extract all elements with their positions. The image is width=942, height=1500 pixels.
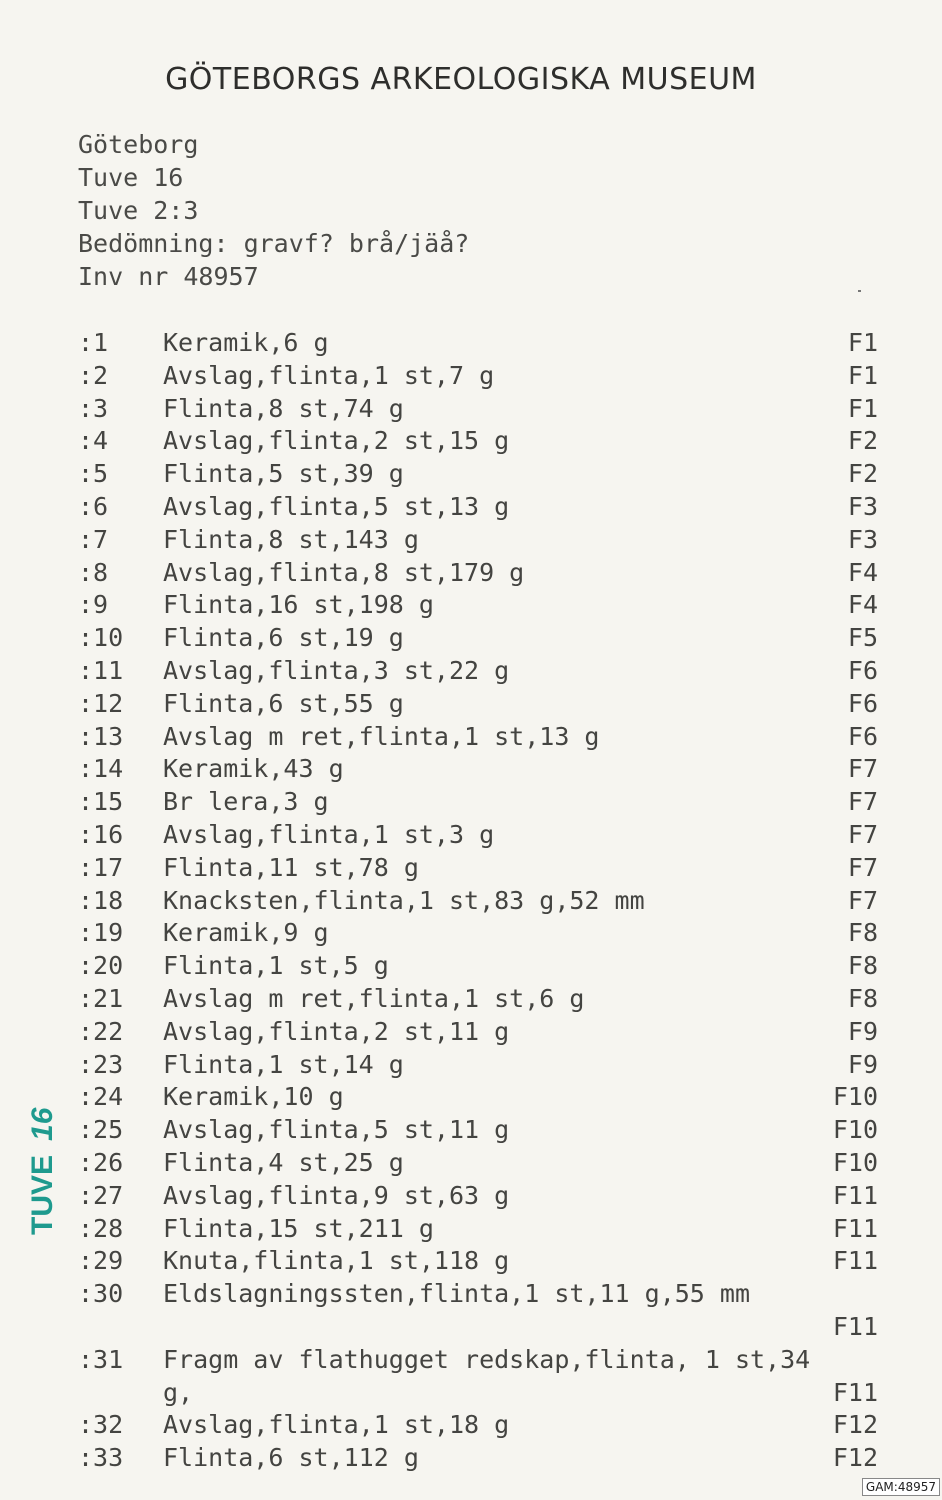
item-context-code: F8 (847, 951, 878, 981)
site-stamp (22, 1080, 62, 1240)
item-description: Flinta,5 st,39 g (163, 459, 404, 489)
item-description: Knuta,flinta,1 st,118 g (163, 1246, 510, 1276)
header-line-assessment: Bedömning: gravf? brå/jäå? (78, 229, 470, 258)
item-description: Avslag m ret,flinta,1 st,13 g (163, 721, 600, 751)
item-description: Flinta,8 st,143 g (163, 524, 419, 554)
list-item (78, 1409, 878, 1442)
item-number: :2 (78, 360, 109, 390)
item-number: :22 (78, 1016, 124, 1046)
list-item (78, 753, 878, 786)
item-number: :3 (78, 393, 109, 423)
item-context-code: F10 (832, 1147, 878, 1177)
ink-speck (858, 290, 861, 292)
item-context-code: F3 (847, 491, 878, 521)
stamp-word: TUVE (26, 1154, 59, 1235)
item-context-code: F6 (847, 655, 878, 685)
header-line-inventory: Inv nr 48957 (78, 262, 259, 291)
museum-title: GÖTEBORGS ARKEOLOGISKA MUSEUM (165, 62, 757, 97)
item-number: :9 (78, 590, 109, 620)
item-context-code: F1 (847, 360, 878, 390)
stamp-number: 16 (26, 1107, 59, 1141)
item-context-code: F7 (847, 787, 878, 817)
item-context-code: F11 (832, 1246, 878, 1276)
item-context-code: F9 (847, 1016, 878, 1046)
item-context-code: F5 (847, 623, 878, 653)
list-item (78, 1442, 878, 1475)
item-number: :14 (78, 754, 124, 784)
item-number: :18 (78, 885, 124, 915)
item-number: :6 (78, 491, 109, 521)
list-item (78, 622, 878, 655)
item-context-code: F10 (832, 1082, 878, 1112)
list-item (78, 1245, 878, 1278)
item-context-code: F10 (832, 1115, 878, 1145)
item-description: Flinta,4 st,25 g (163, 1147, 404, 1177)
item-context-code: F9 (847, 1049, 878, 1079)
item-description: Avslag,flinta,1 st,7 g (163, 360, 495, 390)
item-context-code: F11 (832, 1311, 878, 1341)
item-number: :21 (78, 983, 124, 1013)
item-context-code: F4 (847, 557, 878, 587)
item-number: :27 (78, 1180, 124, 1210)
header-line-city: Göteborg (78, 130, 199, 159)
list-item (78, 1213, 878, 1246)
item-number: :11 (78, 655, 124, 685)
item-number: :30 (78, 1279, 124, 1309)
list-item (78, 1344, 878, 1410)
list-item (78, 524, 878, 557)
item-description: Avslag,flinta,3 st,22 g (163, 655, 510, 685)
item-number: :29 (78, 1246, 124, 1276)
item-description: Avslag,flinta,1 st,18 g (163, 1410, 510, 1440)
item-context-code: F3 (847, 524, 878, 554)
item-number: :24 (78, 1082, 124, 1112)
item-context-code: F11 (832, 1213, 878, 1243)
item-number: :20 (78, 951, 124, 981)
card-header (78, 128, 469, 293)
list-item (78, 983, 878, 1016)
item-context-code: F12 (832, 1410, 878, 1440)
list-item (78, 786, 878, 819)
list-item (78, 327, 878, 360)
list-item (78, 1049, 878, 1082)
item-description: Flinta,1 st,14 g (163, 1049, 404, 1079)
item-description: Keramik,10 g (163, 1082, 344, 1112)
list-item (78, 458, 878, 491)
item-description: Avslag,flinta,9 st,63 g (163, 1180, 510, 1210)
item-number: :32 (78, 1410, 124, 1440)
item-context-code: F6 (847, 688, 878, 718)
item-description: Flinta,6 st,112 g (163, 1443, 419, 1473)
item-number: :1 (78, 328, 109, 357)
item-number: :4 (78, 426, 109, 456)
list-item (78, 852, 878, 885)
item-context-code: F1 (847, 393, 878, 423)
list-item (78, 885, 878, 918)
item-description: Keramik,43 g (163, 754, 344, 784)
item-number: :31 (78, 1344, 124, 1374)
list-item (78, 1016, 878, 1049)
list-item (78, 950, 878, 983)
item-number: :16 (78, 819, 124, 849)
item-description: Knacksten,flinta,1 st,83 g,52 mm (163, 885, 645, 915)
list-item (78, 819, 878, 852)
item-context-code: F11 (832, 1377, 878, 1407)
item-description: Avslag m ret,flinta,1 st,6 g (163, 983, 585, 1013)
item-description: Flinta,16 st,198 g (163, 590, 434, 620)
item-description: Avslag,flinta,8 st,179 g (163, 557, 525, 587)
item-description: Flinta,15 st,211 g (163, 1213, 434, 1243)
item-number: :5 (78, 459, 109, 489)
item-number: :13 (78, 721, 124, 751)
item-description: Flinta,8 st,74 g (163, 393, 404, 423)
item-number: :7 (78, 524, 109, 554)
list-item (78, 360, 878, 393)
list-item (78, 425, 878, 458)
find-list (78, 327, 878, 1475)
item-number: :33 (78, 1443, 124, 1473)
item-context-code: F1 (847, 328, 878, 357)
item-context-code: F2 (847, 426, 878, 456)
item-number: :28 (78, 1213, 124, 1243)
item-context-code: F7 (847, 852, 878, 882)
item-context-code: F7 (847, 885, 878, 915)
item-description: Fragm av flathugget redskap,flinta, 1 st,34 g, (163, 1344, 811, 1407)
item-number: :10 (78, 623, 124, 653)
item-context-code: F12 (832, 1443, 878, 1473)
list-item (78, 393, 878, 426)
item-context-code: F8 (847, 918, 878, 948)
item-number: :26 (78, 1147, 124, 1177)
item-description: Flinta,11 st,78 g (163, 852, 419, 882)
list-item (78, 1180, 878, 1213)
item-number: :25 (78, 1115, 124, 1145)
item-context-code: F2 (847, 459, 878, 489)
item-number: :15 (78, 787, 124, 817)
item-number: :19 (78, 918, 124, 948)
item-description: Flinta,6 st,19 g (163, 623, 404, 653)
item-description: Keramik,6 g (163, 328, 329, 357)
item-description: Avslag,flinta,5 st,13 g (163, 491, 510, 521)
item-description: Keramik,9 g (163, 918, 329, 948)
header-line-property: Tuve 2:3 (78, 196, 199, 225)
item-description: Avslag,flinta,2 st,15 g (163, 426, 510, 456)
item-context-code: F4 (847, 590, 878, 620)
header-line-site: Tuve 16 (78, 163, 184, 192)
list-item (78, 917, 878, 950)
item-context-code: F7 (847, 819, 878, 849)
item-number: :17 (78, 852, 124, 882)
item-description: Flinta,1 st,5 g (163, 951, 389, 981)
item-description: Avslag,flinta,1 st,3 g (163, 819, 495, 849)
list-item (78, 721, 878, 754)
list-item (78, 589, 878, 622)
inventory-tag: GAM:48957 (862, 1478, 940, 1496)
item-description: Flinta,6 st,55 g (163, 688, 404, 718)
item-description: Avslag,flinta,5 st,11 g (163, 1115, 510, 1145)
item-number: :12 (78, 688, 124, 718)
item-context-code: F6 (847, 721, 878, 751)
list-item (78, 1278, 878, 1344)
item-context-code: F8 (847, 983, 878, 1013)
list-item (78, 688, 878, 721)
item-context-code: F7 (847, 754, 878, 784)
list-item (78, 491, 878, 524)
list-item (78, 655, 878, 688)
list-item (78, 1147, 878, 1180)
item-number: :23 (78, 1049, 124, 1079)
item-context-code: F11 (832, 1180, 878, 1210)
item-description: Br lera,3 g (163, 787, 329, 817)
list-item (78, 1081, 878, 1114)
list-item (78, 1114, 878, 1147)
item-description: Eldslagningssten,flinta,1 st,11 g,55 mm (163, 1279, 750, 1309)
item-description: Avslag,flinta,2 st,11 g (163, 1016, 510, 1046)
item-number: :8 (78, 557, 109, 587)
list-item (78, 557, 878, 590)
